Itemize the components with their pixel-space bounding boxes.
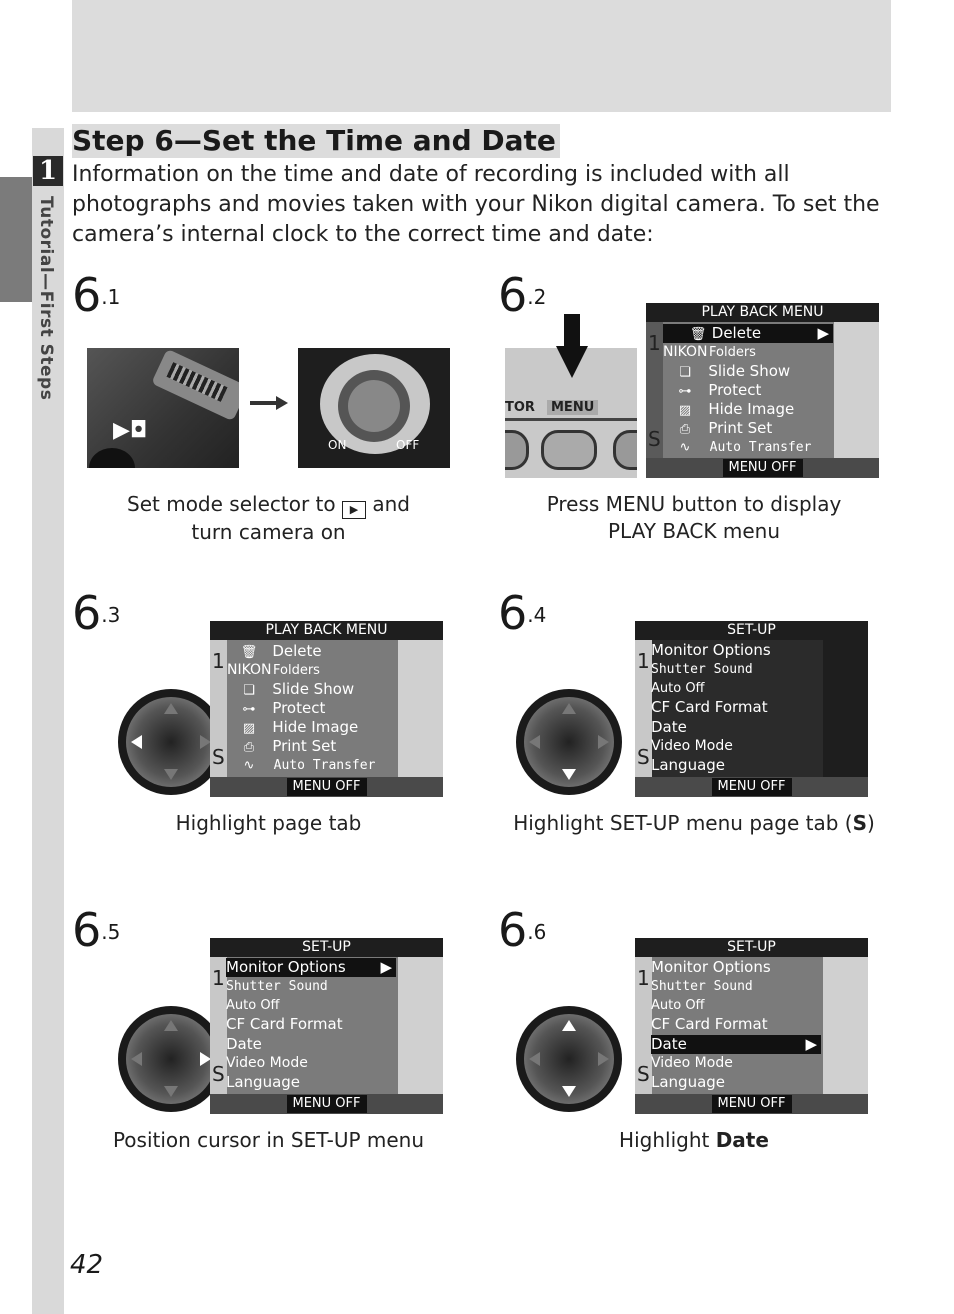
- step-number-6-3: $6^{.3}$: [72, 586, 121, 640]
- transfer-icon: ∿: [679, 440, 691, 455]
- menu-item-auto-transfer[interactable]: ∿ Auto Transfer: [676, 438, 811, 457]
- chapter-side-title: Tutorial—First Steps: [36, 196, 56, 401]
- page-number: 42: [70, 1250, 104, 1280]
- menu-item-video-mode[interactable]: Video Mode: [651, 1055, 733, 1071]
- menu-item-shutter-sound[interactable]: Shutter Sound: [651, 662, 753, 677]
- menu-item-monitor-options[interactable]: Monitor Options ▶: [226, 958, 396, 977]
- up-arrow-icon: [164, 703, 178, 714]
- print-icon: ⎙: [679, 422, 691, 437]
- playback-menu-6-2: [646, 303, 879, 478]
- setup-menu-6-4: [635, 621, 868, 797]
- menu-item-slide-show[interactable]: ❏ Slide Show: [676, 362, 790, 381]
- menu-off-label: MENU OFF: [712, 778, 792, 796]
- step-number-6-6: $6^{.6}$: [498, 903, 547, 957]
- menu-scroll-area: [823, 640, 868, 777]
- step-number-6-5: $6^{.5}$: [72, 903, 121, 957]
- intro-text: Information on the time and date of recording is included with all photographs and movies taken with your Nikon digital camera. To set the camera’s internal clock to the correct time and date:: [72, 162, 880, 247]
- step-caption-6-2: Press MENU button to display PLAY BACK menu: [546, 492, 842, 543]
- tab-1[interactable]: 1: [212, 966, 225, 990]
- left-arrow-icon: [529, 1052, 540, 1066]
- step-number-6-4: $6^{.4}$: [498, 586, 547, 640]
- menu-item-protect[interactable]: ⊶ Protect: [676, 381, 761, 400]
- multi-selector-icon: [516, 689, 622, 795]
- menu-item-slide-show[interactable]: ❏ Slide Show: [240, 680, 354, 699]
- menu-title: SET-UP: [635, 938, 868, 957]
- menu-footer: [210, 1094, 443, 1114]
- left-arrow-icon: [529, 735, 540, 749]
- menu-item-language[interactable]: Language: [651, 1073, 726, 1091]
- hide-icon: ▨: [242, 721, 256, 736]
- mode-selector-photo: [87, 348, 239, 468]
- menu-title: SET-UP: [210, 938, 443, 957]
- chevron-right-icon: ▶: [817, 324, 829, 342]
- slideshow-icon: ❏: [679, 365, 691, 380]
- menu-scroll-area: [834, 322, 879, 458]
- multi-selector-icon: [118, 689, 224, 795]
- menu-off-label: MENU OFF: [287, 778, 367, 796]
- trash-icon: 🗑: [689, 327, 707, 342]
- menu-item-date[interactable]: Date: [226, 1035, 262, 1053]
- menu-item-date[interactable]: Date: [651, 718, 687, 736]
- right-arrow-icon: [598, 1052, 609, 1066]
- tab-s[interactable]: S: [637, 1062, 650, 1086]
- menu-item-print-set[interactable]: ⎙ Print Set: [240, 737, 336, 756]
- down-arrow-icon-active: [562, 1086, 576, 1097]
- menu-item-video-mode[interactable]: Video Mode: [651, 738, 733, 754]
- menu-title: PLAY BACK MENU: [646, 303, 879, 322]
- menu-item-auto-off[interactable]: Auto Off: [651, 998, 705, 1013]
- up-arrow-icon: [164, 1020, 178, 1031]
- off-label: OFF: [396, 438, 420, 452]
- step-caption-6-3: Highlight page tab: [175, 811, 362, 835]
- menu-title: PLAY BACK MENU: [210, 621, 443, 640]
- transfer-icon: ∿: [243, 758, 255, 773]
- menu-scroll-area: [823, 957, 868, 1094]
- menu-off-label: MENU OFF: [712, 1095, 792, 1113]
- tab-s[interactable]: S: [212, 745, 225, 769]
- down-arrow-icon: [164, 769, 178, 780]
- menu-scroll-area: [398, 640, 443, 777]
- menu-item-video-mode[interactable]: Video Mode: [226, 1055, 308, 1071]
- left-arrow-icon: [131, 1052, 142, 1066]
- menu-item-hide-image[interactable]: ▨ Hide Image: [676, 400, 794, 419]
- setup-menu-6-6: [635, 938, 868, 1114]
- tab-s[interactable]: S: [648, 427, 661, 451]
- on-label: ON: [328, 438, 347, 452]
- menu-button[interactable]: [541, 430, 597, 470]
- tab-1[interactable]: 1: [212, 649, 225, 673]
- step-caption-6-1: Set mode selector to ▶ and turn camera on: [127, 492, 410, 544]
- menu-item-hide-image[interactable]: ▨ Hide Image: [240, 718, 358, 737]
- menu-off-label: MENU OFF: [723, 459, 803, 477]
- playback-camera-mode-icon: ▶◘: [113, 418, 148, 443]
- menu-footer: [646, 458, 879, 478]
- header-band: [72, 0, 891, 112]
- arrow-right-icon: [250, 401, 278, 405]
- menu-item-auto-transfer[interactable]: ∿ Auto Transfer: [240, 756, 375, 775]
- down-arrow-head: [556, 346, 588, 378]
- left-arrow-icon-active: [131, 735, 142, 749]
- menu-title: SET-UP: [635, 621, 868, 640]
- menu-item-shutter-sound[interactable]: Shutter Sound: [226, 979, 328, 994]
- key-icon: ⊶: [678, 384, 692, 399]
- folder-label: NIKON: [227, 662, 272, 678]
- tab-s[interactable]: S: [212, 1062, 225, 1086]
- menu-item-cf-card-format[interactable]: CF Card Format: [651, 1015, 768, 1033]
- menu-item-print-set[interactable]: ⎙ Print Set: [676, 419, 772, 438]
- up-arrow-icon-active: [562, 1020, 576, 1031]
- menu-item-folders[interactable]: Folders: [273, 663, 320, 678]
- menu-item-folders[interactable]: Folders: [709, 345, 756, 360]
- menu-footer: [635, 777, 868, 797]
- menu-footer: [210, 777, 443, 797]
- down-arrow-icon-active: [562, 769, 576, 780]
- step-caption-6-5: Position cursor in SET-UP menu: [112, 1128, 425, 1152]
- menu-item-protect[interactable]: ⊶ Protect: [240, 699, 325, 718]
- tab-1[interactable]: 1: [637, 649, 650, 673]
- tab-s[interactable]: S: [637, 745, 650, 769]
- right-arrow-icon: [598, 735, 609, 749]
- slideshow-icon: ❏: [243, 683, 255, 698]
- chapter-number: 1: [33, 156, 63, 186]
- menu-item-auto-off[interactable]: Auto Off: [226, 998, 280, 1013]
- arrow-right-head: [276, 396, 288, 410]
- chevron-right-icon: ▶: [805, 1035, 817, 1053]
- down-arrow-icon: [164, 1086, 178, 1097]
- menu-item-cf-card-format[interactable]: CF Card Format: [226, 1015, 343, 1033]
- down-arrow-icon: [564, 314, 580, 348]
- hide-icon: ▨: [678, 403, 692, 418]
- step-caption-6-4: Highlight SET-UP menu page tab (S): [513, 811, 875, 835]
- menu-item-date[interactable]: Date ▶: [651, 1035, 821, 1054]
- multi-selector-icon: [118, 1006, 224, 1112]
- tab-1[interactable]: 1: [648, 331, 661, 355]
- menu-label: MENU: [547, 400, 598, 415]
- menu-item-delete[interactable]: 🗑 Delete ▶: [663, 324, 833, 343]
- setup-menu-6-5: [210, 938, 443, 1114]
- step-caption-6-6: Highlight Date: [619, 1128, 769, 1152]
- print-icon: ⎙: [243, 740, 255, 755]
- playback-mode-icon: ▶: [342, 501, 366, 519]
- page-title: Step 6—Set the Time and Date: [72, 124, 560, 158]
- trash-icon: 🗑: [240, 645, 258, 660]
- step-number-6-2: $6^{.2}$: [498, 268, 547, 322]
- multi-selector-icon: [516, 1006, 622, 1112]
- menu-scroll-area: [398, 957, 443, 1094]
- chapter-tab-marker: [0, 177, 32, 302]
- menu-item-shutter-sound[interactable]: Shutter Sound: [651, 979, 753, 994]
- menu-item-delete[interactable]: 🗑 Delete: [240, 642, 322, 660]
- folder-label: NIKON: [663, 344, 708, 360]
- tor-label: TOR: [505, 400, 535, 415]
- up-arrow-icon: [562, 703, 576, 714]
- menu-item-monitor-options[interactable]: Monitor Options: [651, 641, 771, 659]
- power-switch-photo: [298, 348, 450, 468]
- playback-menu-6-3: [210, 621, 443, 797]
- step-number-6-1: $6^{.1}$: [72, 268, 121, 322]
- tab-1[interactable]: 1: [637, 966, 650, 990]
- menu-item-auto-off[interactable]: Auto Off: [651, 681, 705, 696]
- menu-off-label: MENU OFF: [287, 1095, 367, 1113]
- key-icon: ⊶: [242, 702, 256, 717]
- menu-item-monitor-options[interactable]: Monitor Options: [651, 958, 771, 976]
- menu-item-language[interactable]: Language: [226, 1073, 301, 1091]
- menu-item-language[interactable]: Language: [651, 756, 726, 774]
- menu-item-cf-card-format[interactable]: CF Card Format: [651, 698, 768, 716]
- chevron-right-icon: ▶: [380, 958, 392, 976]
- menu-footer: [635, 1094, 868, 1114]
